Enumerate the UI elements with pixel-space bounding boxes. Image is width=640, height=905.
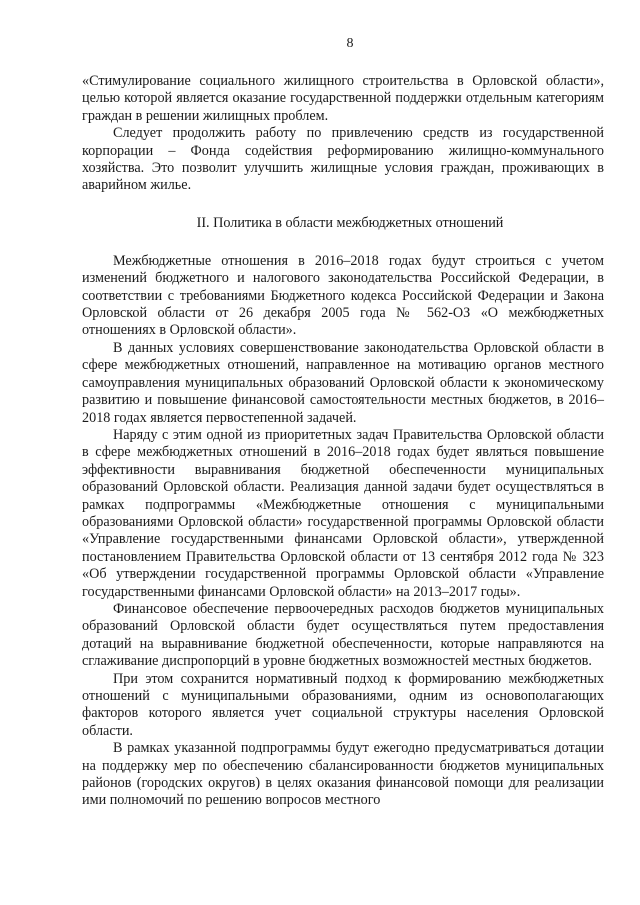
paragraph-normative-approach: При этом сохранится нормативный подход к формированию межбюджетных отношений с муниципальными образованиями, одним из основополагающих факторов которого является учет социальной структуры населения Орловской области.	[82, 670, 604, 739]
paragraph-priority-tasks: Наряду с этим одной из приоритетных задач Правительства Орловской области в сфере межбюджетных отношений в 2016–2018 годах будет являться повышение эффективности выравнивания бюджетной обеспеченности муниципальных образований Орловской области. Реализация данной задачи будет осуществляться в рамках подпрограммы «Межбюджетные отношения с муниципальными образованиями Орловской области» государственной программы Орловской области «Управление государственными финансами Орловской области», утвержденной постановлением Правительства Орловской области от 13 сентября 2012 года № 323 «Об утверждении государственной программы Орловской области «Управление государственными финансами Орловской области» на 2013–2017 годы».	[82, 426, 604, 600]
section-heading: II. Политика в области межбюджетных отношений	[196, 214, 504, 231]
paragraph-legislation-improvement: В данных условиях совершенствование законодательства Орловской области в сфере межбюджетных отношений, направленное на мотивацию органов местного самоуправления муниципальных образований Орловской области к экономическому развитию и повышение финансовой самостоятельности местных бюджетов, в 2016–2018 годах является первостепенной задачей.	[82, 339, 604, 426]
paragraph-financial-support: Финансовое обеспечение первоочередных расходов бюджетов муниципальных образований Орловской области будет осуществляться путем предоставления дотаций на выравнивание бюджетной обеспеченности, которые направляются на сглаживание диспропорций в уровне бюджетных возможностей местных бюджетов.	[82, 600, 604, 670]
page-number: 8	[346, 36, 354, 51]
paragraph-fund: Следует продолжить работу по привлечению средств из государственной корпорации – Фонда содействия реформированию жилищно-коммунального хозяйства. Это позволит улучшить жилищные условия граждан, проживающих в аварийном жилье.	[82, 125, 604, 194]
paragraph-continued: «Стимулирование социального жилищного строительства в Орловской области», целью которой является оказание государственной поддержки отдельным категориям граждан в решении жилищных проблем.	[82, 73, 604, 124]
paragraph-interbudget-relations: Межбюджетные отношения в 2016–2018 годах будут строиться с учетом изменений бюджетного и налогового законодательства Российской Федерации, в соответствии с требованиями Бюджетного кодекса Российской Федерации и Закона Орловской области от 26 декабря 2005 года № 562-ОЗ «О межбюджетных отношениях в Орловской области».	[82, 252, 604, 339]
paragraph-subprogram-subsidies: В рамках указанной подпрограммы будут ежегодно предусматриваться дотации на поддержку мер по обеспечению сбалансированности бюджетов муниципальных районов (городских округов) в целях оказания финансовой помощи для реализации ими полномочий по решению вопросов местного	[82, 740, 604, 809]
